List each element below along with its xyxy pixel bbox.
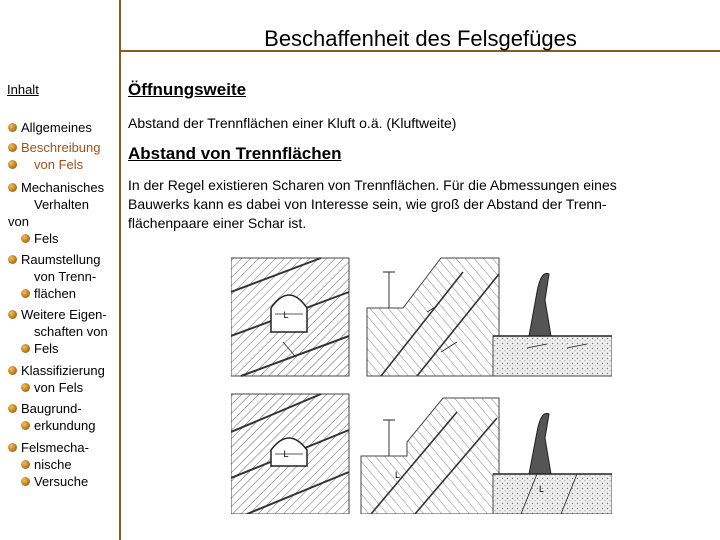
bullet-icon — [8, 310, 17, 319]
bullet-icon — [21, 234, 30, 243]
sidebar-item-label: Beschreibung — [21, 140, 101, 155]
sidebar-item-label: Allgemeines — [21, 120, 92, 135]
bullet-icon — [21, 477, 30, 486]
bullet-icon — [21, 421, 30, 430]
sidebar-item-label: Raumstellung — [21, 252, 101, 267]
sidebar-heading: Inhalt — [7, 82, 39, 97]
bullet-icon — [8, 143, 17, 152]
sidebar-item-baugrunderkundung[interactable] — [8, 400, 95, 434]
figure-label-l: L — [283, 449, 289, 459]
sidebar-item-label: Mechanisches — [21, 180, 105, 195]
sidebar-item-label: Felsmecha- — [21, 440, 89, 455]
joint-spacing-figure — [231, 252, 612, 514]
bullet-icon — [8, 123, 17, 132]
sidebar-item-label: Weitere Eigen- — [21, 307, 107, 322]
text-line: flächenpaare einer Schar ist. — [128, 215, 307, 231]
text-line: In der Regel existieren Scharen von Trennflächen. Für die Abmessungen eines — [128, 177, 617, 193]
sketch-bottom-left — [231, 394, 349, 514]
sidebar-item-label: Fels — [34, 341, 59, 356]
figure-label-l: L — [283, 310, 289, 320]
text-abstand — [128, 176, 617, 233]
bullet-icon — [21, 460, 30, 469]
sidebar-item-felsmechanische-versuche[interactable] — [8, 439, 89, 490]
title-frame — [119, 0, 720, 52]
bullet-icon — [21, 383, 30, 392]
bullet-icon — [8, 160, 17, 169]
sidebar-item-klassifizierung[interactable] — [8, 362, 105, 396]
bullet-icon — [8, 404, 17, 413]
sidebar-item-weitere-eigenschaften[interactable] — [8, 306, 108, 357]
sidebar-item-label: Fels — [34, 231, 59, 246]
sketch-top-left — [231, 258, 349, 376]
figure-label-l: L — [539, 484, 545, 494]
sidebar-item-raumstellung[interactable] — [8, 251, 101, 302]
sidebar-item-allgemeines[interactable] — [8, 119, 92, 136]
heading-abstand: Abstand von Trennflächen — [128, 144, 342, 163]
sidebar-item-beschreibung[interactable] — [8, 139, 101, 173]
sidebar-item-mechanisches-verhalten[interactable] — [8, 179, 104, 247]
sidebar-item-label: flächen — [34, 286, 76, 301]
bullet-icon — [8, 255, 17, 264]
heading-oeffnungsweite: Öffnungsweite — [128, 80, 247, 99]
bullet-icon — [21, 344, 30, 353]
figure-label-l: L — [395, 470, 401, 480]
bullet-icon — [8, 443, 17, 452]
bullet-icon — [8, 366, 17, 375]
sidebar-item-label: von — [8, 214, 29, 229]
page-title: Beschaffenheit des Felsgefüges — [264, 26, 577, 51]
text-oeffnungsweite: Abstand der Trennflächen einer Kluft o.ä. (Kluftweite) — [128, 115, 457, 131]
sidebar-item-label: schaften von — [34, 324, 108, 339]
sidebar-item-label: erkundung — [34, 418, 96, 433]
sidebar-item-label: Baugrund- — [21, 401, 82, 416]
sidebar-item-label: Klassifizierung — [21, 363, 105, 378]
sidebar-item-label: von Trenn- — [34, 269, 97, 284]
sidebar-divider — [119, 52, 121, 540]
sidebar-item-label: Verhalten — [34, 197, 89, 212]
bullet-icon — [8, 183, 17, 192]
bullet-icon — [21, 289, 30, 298]
sidebar-item-label: Versuche — [34, 474, 89, 489]
sidebar-item-label: von Fels — [34, 157, 84, 172]
sidebar-item-label: von Fels — [34, 380, 84, 395]
sidebar-item-label: nische — [34, 457, 72, 472]
text-line: Bauwerks kann es dabei von Interesse sein, wie groß der Abstand der Trenn- — [128, 196, 607, 212]
